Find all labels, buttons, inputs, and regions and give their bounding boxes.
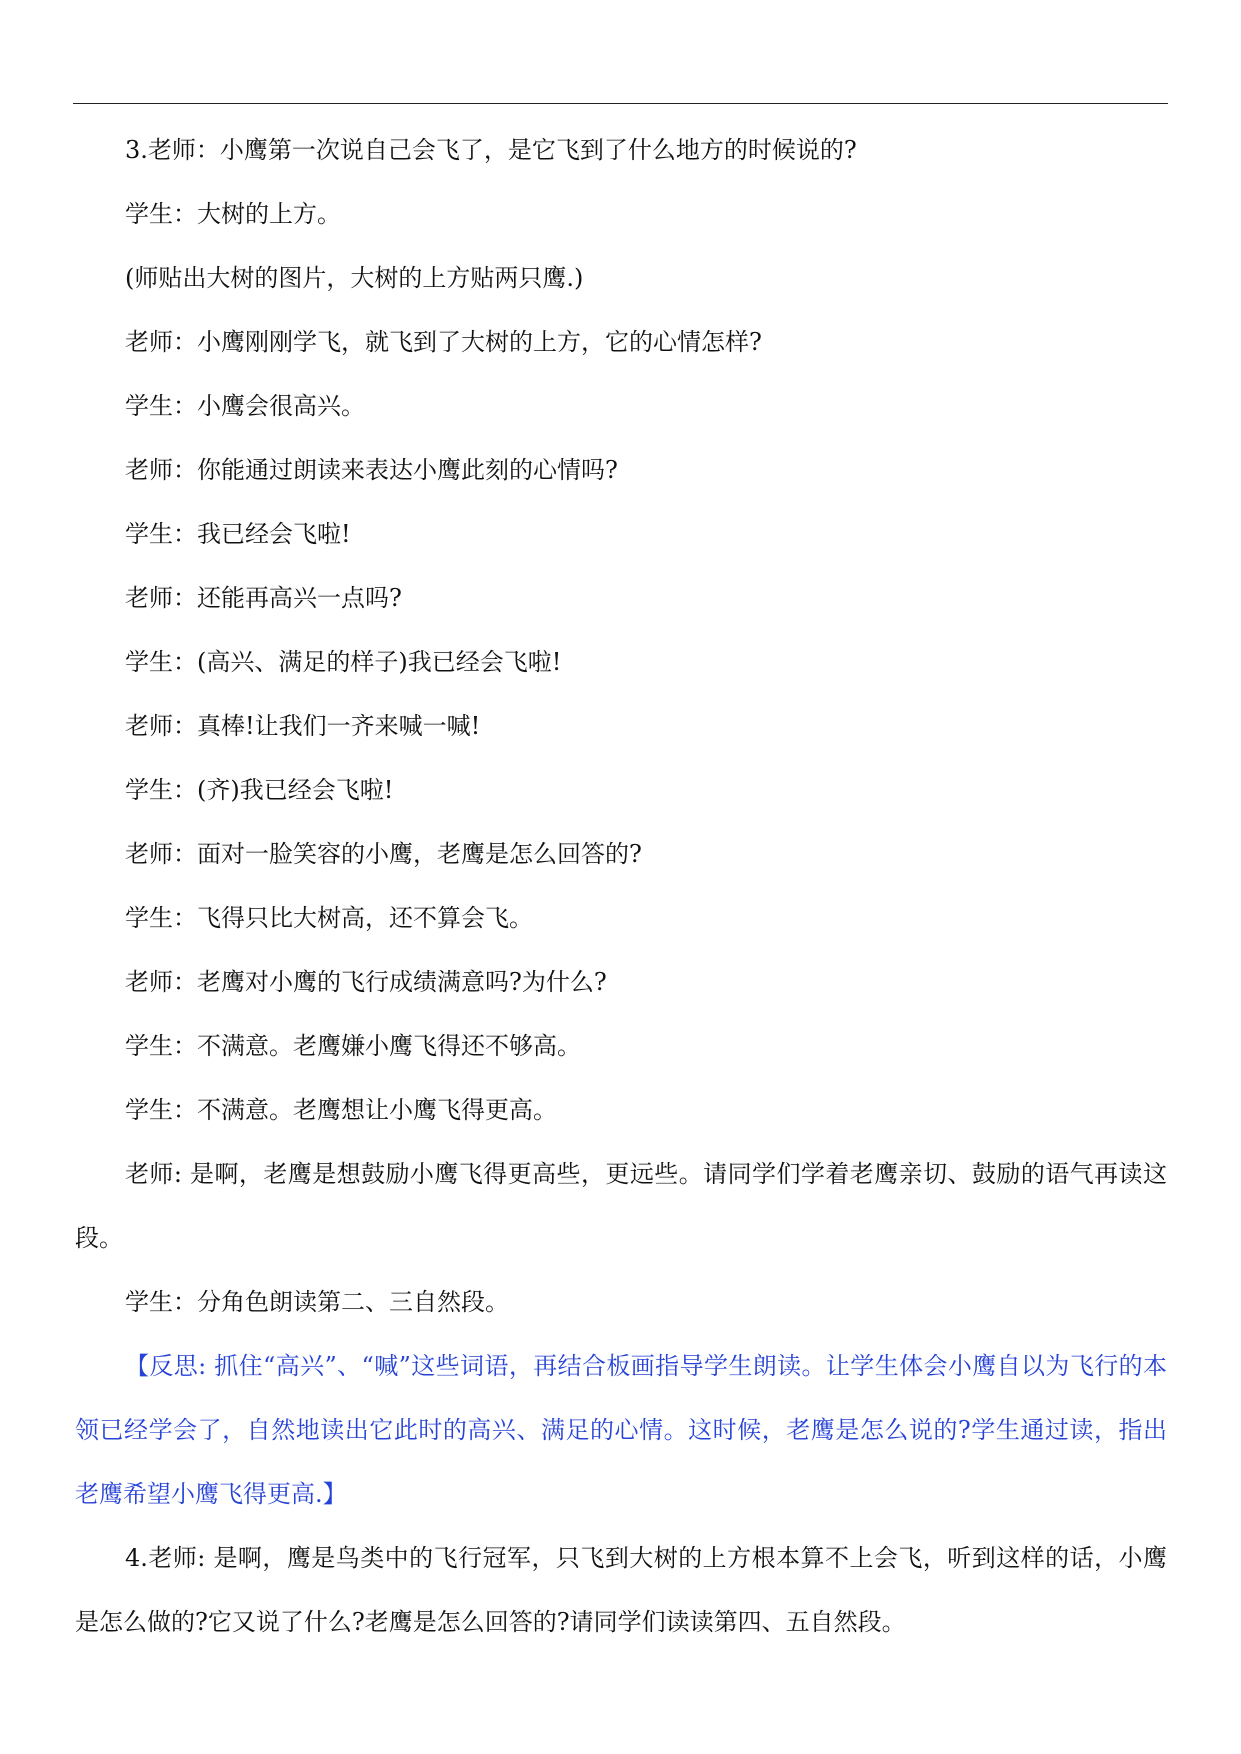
dialogue-line: 老师：你能通过朗读来表达小鹰此刻的心情吗? bbox=[125, 456, 618, 484]
dialogue-line: 学生：不满意。老鹰想让小鹰飞得更高。 bbox=[125, 1096, 557, 1124]
dialogue-line: 学生：(齐)我已经会飞啦! bbox=[125, 776, 394, 804]
dialogue-line: 学生：分角色朗读第二、三自然段。 bbox=[125, 1288, 509, 1316]
dialogue-line: 老师：小鹰刚刚学飞，就飞到了大树的上方，它的心情怎样? bbox=[125, 328, 762, 356]
dialogue-line: 学生：不满意。老鹰嫌小鹰飞得还不够高。 bbox=[125, 1032, 581, 1060]
dialogue-line: 学生：(高兴、满足的样子)我已经会飞啦! bbox=[125, 648, 562, 676]
dialogue-line: 老师：还能再高兴一点吗? bbox=[125, 584, 402, 612]
header-rule bbox=[73, 103, 1168, 104]
document-body bbox=[75, 118, 1167, 1654]
dialogue-line: 学生：我已经会飞啦! bbox=[125, 520, 351, 548]
step-4-paragraph: 4.老师: 是啊，鹰是鸟类中的飞行冠军，只飞到大树的上方根本算不上会飞，听到这样的话，小鹰是怎么做的?它又说了什么?老鹰是怎么回答的?请同学们读读第四、五自然段。 bbox=[75, 1544, 1167, 1636]
dialogue-line: 学生：大树的上方。 bbox=[125, 200, 341, 228]
dialogue-line: 老师：老鹰对小鹰的飞行成绩满意吗?为什么? bbox=[125, 968, 607, 996]
dialogue-line: 学生：飞得只比大树高，还不算会飞。 bbox=[125, 904, 533, 932]
dialogue-line: 3.老师：小鹰第一次说自己会飞了，是它飞到了什么地方的时候说的? bbox=[125, 136, 857, 164]
reflection-paragraph: 【反思: 抓住“高兴”、“喊”这些词语，再结合板画指导学生朗读。让学生体会小鹰自以为飞行的本领已经学会了，自然地读出它此时的高兴、满足的心情。这时候，老鹰是怎么说的?学生通过读，指出老鹰希望小鹰飞得更高.】 bbox=[75, 1352, 1167, 1508]
teacher-paragraph: 老师: 是啊，老鹰是想鼓励小鹰飞得更高些，更远些。请同学们学着老鹰亲切、鼓励的语气再读这段。 bbox=[75, 1160, 1167, 1252]
dialogue-line: 老师：面对一脸笑容的小鹰，老鹰是怎么回答的? bbox=[125, 840, 642, 868]
dialogue-line: 学生：小鹰会很高兴。 bbox=[125, 392, 365, 420]
stage-direction: (师贴出大树的图片，大树的上方贴两只鹰.) bbox=[125, 264, 584, 292]
dialogue-line: 老师：真棒!让我们一齐来喊一喊! bbox=[125, 712, 481, 740]
